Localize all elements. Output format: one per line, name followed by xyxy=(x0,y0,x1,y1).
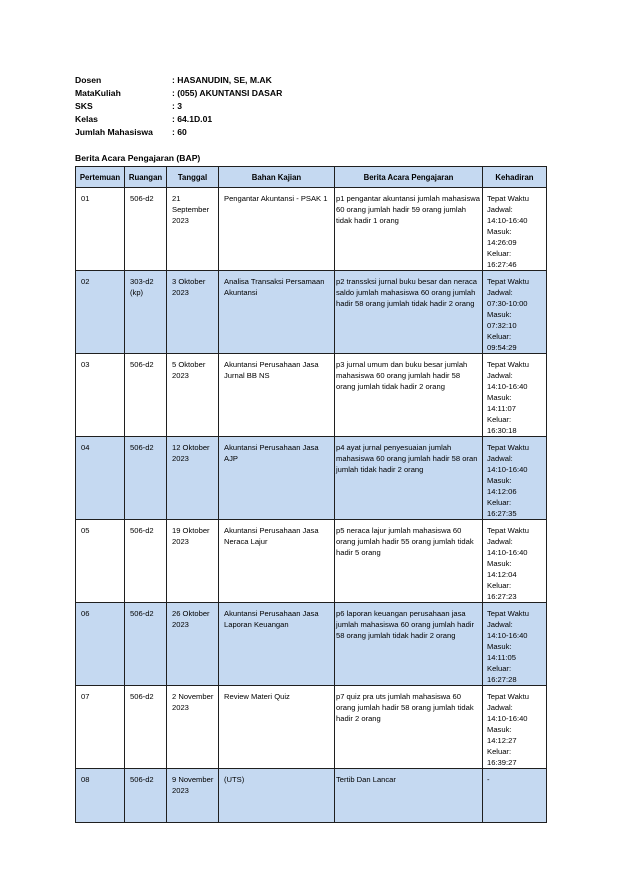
cell-bahan-kajian: Review Materi Quiz xyxy=(219,686,335,769)
cell-kehadiran xyxy=(483,188,547,271)
table-row xyxy=(76,769,547,823)
masuk-value: 07:32:10 xyxy=(487,321,517,330)
table-row xyxy=(76,603,547,686)
jadwal-value: 14:10-16:40 xyxy=(487,548,528,557)
bap-table xyxy=(75,166,547,823)
cell-bahan-kajian: Akuntansi Perusahaan Jasa AJP xyxy=(219,437,335,520)
cell-bahan-kajian: Akuntansi Perusahaan Jasa Neraca Lajur xyxy=(219,520,335,603)
jadwal-value: 14:10-16:40 xyxy=(487,382,528,391)
matakuliah-value: : (055) AKUNTANSI DASAR xyxy=(172,88,283,98)
matakuliah-label: MataKuliah xyxy=(75,88,121,98)
masuk-label: Masuk: xyxy=(487,725,512,734)
header-tanggal: Tanggal xyxy=(167,167,219,188)
jadwal-label: Jadwal: xyxy=(487,454,513,463)
table-header-row xyxy=(76,167,547,188)
info-row-jumlah xyxy=(75,126,282,139)
dosen-value: : HASANUDIN, SE, M.AK xyxy=(172,75,272,85)
kelas-label: Kelas xyxy=(75,114,98,124)
kehadiran-status: Tepat Waktu xyxy=(487,194,529,203)
jadwal-label: Jadwal: xyxy=(487,288,513,297)
info-row-dosen xyxy=(75,74,282,87)
course-info xyxy=(75,74,282,139)
kelas-value: : 64.1D.01 xyxy=(172,114,213,124)
table-row xyxy=(76,271,547,354)
cell-kehadiran xyxy=(483,603,547,686)
masuk-value: 14:12:06 xyxy=(487,487,517,496)
cell-ruangan: 506-d2 xyxy=(125,188,167,271)
cell-berita-acara: p1 pengantar akuntansi jumlah mahasiswa 60 orang jumlah hadir 59 orang jumlah tidak hadir 1 orang xyxy=(335,188,483,271)
sks-label: SKS xyxy=(75,101,93,111)
table-row xyxy=(76,520,547,603)
cell-tanggal: 2 November 2023 xyxy=(167,686,219,769)
keluar-value: 16:27:46 xyxy=(487,260,517,269)
table-row xyxy=(76,354,547,437)
kehadiran-status: Tepat Waktu xyxy=(487,360,529,369)
header-pertemuan: Pertemuan xyxy=(76,167,125,188)
jadwal-label: Jadwal: xyxy=(487,537,513,546)
cell-kehadiran: - xyxy=(483,769,547,823)
jumlah-label: Jumlah Mahasiswa xyxy=(75,127,153,137)
cell-bahan-kajian: Pengantar Akuntansi - PSAK 1 xyxy=(219,188,335,271)
cell-tanggal: 5 Oktober 2023 xyxy=(167,354,219,437)
masuk-label: Masuk: xyxy=(487,559,512,568)
masuk-value: 14:26:09 xyxy=(487,238,517,247)
cell-berita-acara: p6 laporan keuangan perusahaan jasa jumlah mahasiswa 60 orang jumlah hadir 58 orang jumlah tidak hadir 2 orang xyxy=(335,603,483,686)
cell-pertemuan: 03 xyxy=(76,354,125,437)
keluar-label: Keluar: xyxy=(487,664,512,673)
keluar-label: Keluar: xyxy=(487,249,512,258)
cell-ruangan: 506-d2 xyxy=(125,769,167,823)
keluar-label: Keluar: xyxy=(487,332,512,341)
section-title: Berita Acara Pengajaran (BAP) xyxy=(75,153,201,163)
cell-berita-acara: p7 quiz pra uts jumlah mahasiswa 60 orang jumlah hadir 58 orang jumlah tidak hadir 2 orang xyxy=(335,686,483,769)
cell-berita-acara: p3 jurnal umum dan buku besar jumlah mahasiswa 60 orang jumlah hadir 58 orang jumlah tidak hadir 2 orang xyxy=(335,354,483,437)
masuk-label: Masuk: xyxy=(487,476,512,485)
cell-pertemuan: 01 xyxy=(76,188,125,271)
table-row xyxy=(76,686,547,769)
keluar-label: Keluar: xyxy=(487,498,512,507)
masuk-value: 14:11:07 xyxy=(487,404,516,413)
cell-bahan-kajian: Akuntansi Perusahaan Jasa Laporan Keuangan xyxy=(219,603,335,686)
masuk-value: 14:12:27 xyxy=(487,736,517,745)
cell-ruangan: 506-d2 xyxy=(125,437,167,520)
cell-ruangan: 506-d2 xyxy=(125,686,167,769)
jadwal-value: 07:30-10:00 xyxy=(487,299,528,308)
keluar-value: 09:54:29 xyxy=(487,343,517,352)
jadwal-value: 14:10-16:40 xyxy=(487,714,528,723)
cell-tanggal: 26 Oktober 2023 xyxy=(167,603,219,686)
cell-tanggal: 12 Oktober 2023 xyxy=(167,437,219,520)
cell-pertemuan: 05 xyxy=(76,520,125,603)
cell-tanggal: 21 September 2023 xyxy=(167,188,219,271)
info-row-kelas xyxy=(75,113,282,126)
cell-tanggal: 9 November 2023 xyxy=(167,769,219,823)
keluar-value: 16:27:28 xyxy=(487,675,517,684)
cell-kehadiran xyxy=(483,271,547,354)
header-berita-acara: Berita Acara Pengajaran xyxy=(335,167,483,188)
cell-kehadiran xyxy=(483,437,547,520)
jadwal-label: Jadwal: xyxy=(487,620,513,629)
cell-ruangan: 506-d2 xyxy=(125,520,167,603)
cell-pertemuan: 06 xyxy=(76,603,125,686)
masuk-value: 14:12:04 xyxy=(487,570,517,579)
header-bahan-kajian: Bahan Kajian xyxy=(219,167,335,188)
header-ruangan: Ruangan xyxy=(125,167,167,188)
cell-pertemuan: 02 xyxy=(76,271,125,354)
header-kehadiran: Kehadiran xyxy=(483,167,547,188)
info-row-matakuliah xyxy=(75,87,282,100)
dosen-label: Dosen xyxy=(75,75,102,85)
cell-berita-acara: p2 transsksi jurnal buku besar dan neraca saldo jumlah mahasiswa 60 orang jumlah hadir 58 orang jumlah tidak hadir 2 orang xyxy=(335,271,483,354)
cell-kehadiran xyxy=(483,520,547,603)
cell-bahan-kajian: Akuntansi Perusahaan Jasa Jurnal BB NS xyxy=(219,354,335,437)
cell-tanggal: 3 Oktober 2023 xyxy=(167,271,219,354)
jadwal-value: 14:10-16:40 xyxy=(487,216,528,225)
kehadiran-status: Tepat Waktu xyxy=(487,609,529,618)
keluar-label: Keluar: xyxy=(487,581,512,590)
cell-kehadiran xyxy=(483,354,547,437)
kehadiran-status: Tepat Waktu xyxy=(487,526,529,535)
info-row-sks xyxy=(75,100,282,113)
jadwal-label: Jadwal: xyxy=(487,205,513,214)
masuk-label: Masuk: xyxy=(487,393,512,402)
jadwal-label: Jadwal: xyxy=(487,703,513,712)
cell-tanggal: 19 Oktober 2023 xyxy=(167,520,219,603)
masuk-label: Masuk: xyxy=(487,227,512,236)
keluar-value: 16:39:27 xyxy=(487,758,517,767)
cell-berita-acara: Tertib Dan Lancar xyxy=(335,769,483,823)
jadwal-value: 14:10-16:40 xyxy=(487,465,528,474)
keluar-value: 16:30:18 xyxy=(487,426,517,435)
keluar-label: Keluar: xyxy=(487,747,512,756)
table-row xyxy=(76,188,547,271)
cell-pertemuan: 07 xyxy=(76,686,125,769)
cell-ruangan: 506-d2 xyxy=(125,603,167,686)
cell-ruangan: 303-d2 (kp) xyxy=(125,271,167,354)
keluar-value: 16:27:35 xyxy=(487,509,517,518)
cell-berita-acara: p5 neraca lajur jumlah mahasiswa 60 orang jumlah hadir 55 orang jumlah tidak hadir 5 orang xyxy=(335,520,483,603)
table-row xyxy=(76,437,547,520)
jumlah-value: : 60 xyxy=(172,127,187,137)
kehadiran-status: Tepat Waktu xyxy=(487,277,529,286)
masuk-label: Masuk: xyxy=(487,642,512,651)
kehadiran-status: Tepat Waktu xyxy=(487,443,529,452)
cell-ruangan: 506-d2 xyxy=(125,354,167,437)
jadwal-value: 14:10-16:40 xyxy=(487,631,528,640)
cell-pertemuan: 08 xyxy=(76,769,125,823)
keluar-label: Keluar: xyxy=(487,415,512,424)
cell-kehadiran xyxy=(483,686,547,769)
kehadiran-status: Tepat Waktu xyxy=(487,692,529,701)
jadwal-label: Jadwal: xyxy=(487,371,513,380)
sks-value: : 3 xyxy=(172,101,183,111)
masuk-value: 14:11:05 xyxy=(487,653,516,662)
cell-bahan-kajian: Analisa Transaksi Persamaan Akuntansi xyxy=(219,271,335,354)
cell-bahan-kajian: (UTS) xyxy=(219,769,335,823)
masuk-label: Masuk: xyxy=(487,310,512,319)
cell-berita-acara: p4 ayat jurnal penyesuaian jumlah mahasiswa 60 orang jumlah hadir 58 oran jumlah tidak hadir 2 orang xyxy=(335,437,483,520)
keluar-value: 16:27:23 xyxy=(487,592,517,601)
cell-pertemuan: 04 xyxy=(76,437,125,520)
